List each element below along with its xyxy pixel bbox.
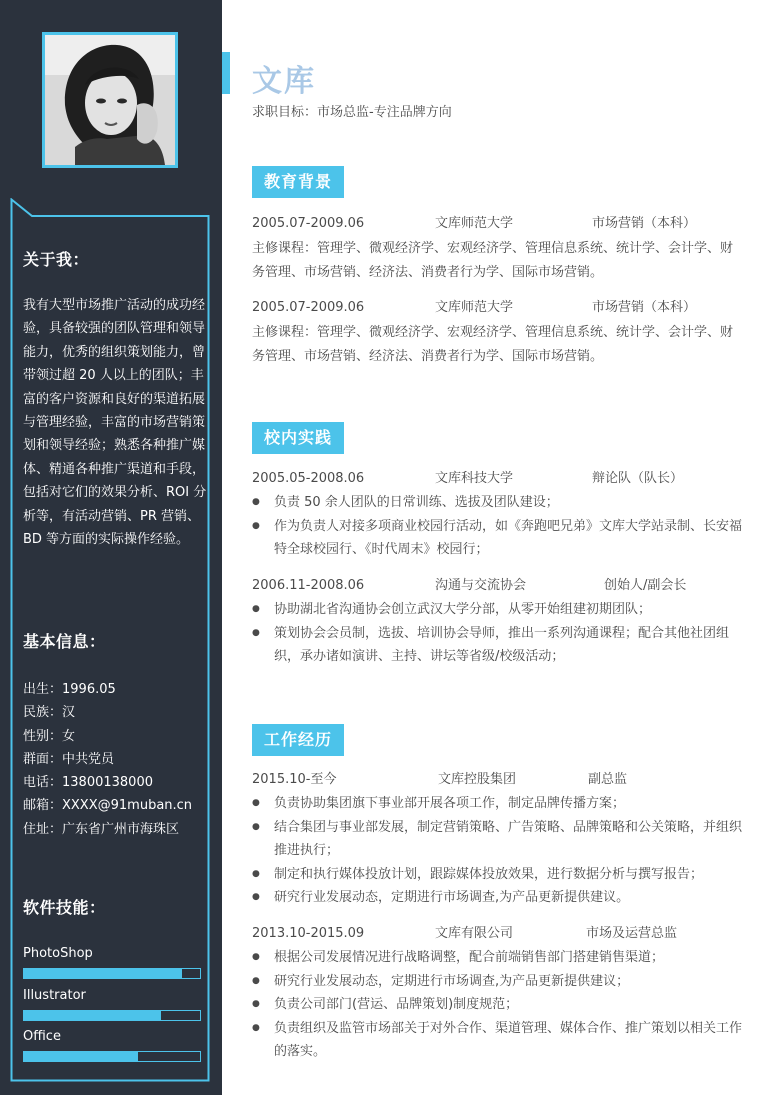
- info-ethnicity: 民族：汉: [23, 705, 76, 721]
- skill-name: Office: [23, 1029, 61, 1044]
- basic-info-heading: 基本信息：: [23, 632, 106, 651]
- list-item: ● 负责公司部门(营运、品牌策划)制度规范；: [252, 993, 742, 1017]
- education-period: 2005.07-2009.06: [252, 216, 365, 231]
- list-item: ● 负责组织及监管市场部关于对外合作、渠道管理、媒体合作、推广策划以相关工作的落实。: [252, 1017, 742, 1064]
- education-major: 市场营销（本科）: [592, 300, 697, 315]
- work-company: 文库控股集团: [438, 772, 517, 787]
- basic-info-list: [23, 678, 207, 841]
- info-email: 邮箱：XXXX@91muban.cn: [23, 798, 193, 814]
- skill-bar: [23, 1051, 201, 1062]
- skill-name: PhotoShop: [23, 946, 93, 961]
- list-item: ● 制定和执行媒体投放计划，跟踪媒体投放效果，进行数据分析与撰写报告；: [252, 863, 742, 887]
- education-title: 教育背景: [252, 166, 344, 198]
- about-heading: 关于我：: [23, 250, 90, 269]
- education-entry-2-head: [252, 298, 742, 318]
- campus-period: 2005.05-2008.06: [252, 471, 365, 486]
- work-period: 2013.10-2015.09: [252, 926, 365, 941]
- list-item: ● 负责 50 余人团队的日常训练、选拔及团队建设；: [252, 491, 742, 515]
- list-item: ● 研究行业发展动态，定期进行市场调查,为产品更新提供建议；: [252, 970, 742, 994]
- education-school: 文库师范大学: [435, 300, 514, 315]
- education-courses: 主修课程：管理学、微观经济学、宏观经济学、管理信息系统、统计学、会计学、财务管理、市场营销、经济法、消费者行为学、国际市场营销。: [252, 241, 734, 280]
- info-birth: 出生：1996.05: [23, 682, 116, 697]
- list-item: ● 结合集团与事业部发展，制定营销策略、广告策略、品牌策略和公关策略，并组织推进执行；: [252, 816, 742, 863]
- campus-title: 校内实践: [252, 422, 344, 454]
- work-period: 2015.10-至今: [252, 772, 337, 787]
- info-address: 住址：广东省广州市海珠区: [23, 821, 180, 837]
- campus-entry-1-head: [252, 469, 742, 489]
- work-entry-1-bullets: [252, 792, 742, 910]
- work-entry-2-head: [252, 924, 742, 944]
- portrait-image: [45, 35, 175, 165]
- sidebar: [0, 0, 222, 1095]
- campus-org: 沟通与交流协会: [435, 578, 527, 593]
- campus-role: 创始人/副会长: [604, 578, 687, 593]
- skill-office: [23, 1029, 201, 1062]
- info-gender: 性别：女: [23, 728, 76, 744]
- work-entry-1-head: [252, 770, 742, 790]
- skill-fill: [24, 1011, 161, 1020]
- skill-illustrator: [23, 988, 201, 1021]
- education-courses: 主修课程：管理学、微观经济学、宏观经济学、管理信息系统、统计学、会计学、财务管理、市场营销、经济法、消费者行为学、国际市场营销。: [252, 325, 734, 364]
- info-phone: 电话：13800138000: [23, 775, 153, 791]
- skill-bar: [23, 968, 201, 979]
- candidate-name: 文库: [252, 64, 316, 99]
- campus-entry-2-bullets: [252, 598, 742, 669]
- campus-period: 2006.11-2008.06: [252, 578, 365, 593]
- list-item: ● 研究行业发展动态，定期进行市场调查,为产品更新提供建议。: [252, 886, 742, 910]
- skills-heading: 软件技能：: [23, 898, 106, 917]
- work-entry-2-bullets: [252, 946, 742, 1064]
- education-period: 2005.07-2009.06: [252, 300, 365, 315]
- campus-role: 辩论队（队长）: [592, 471, 684, 486]
- skill-name: Illustrator: [23, 988, 86, 1003]
- education-school: 文库师范大学: [435, 216, 514, 231]
- campus-entry-1-bullets: [252, 491, 742, 562]
- campus-org: 文库科技大学: [435, 471, 514, 486]
- skill-bar: [23, 1010, 201, 1021]
- sidebar-info-panel: [10, 198, 210, 1082]
- campus-entry-2-head: [252, 576, 742, 596]
- list-item: ● 根据公司发展情况进行战略调整，配合前端销售部门搭建销售渠道；: [252, 946, 742, 970]
- education-major: 市场营销（本科）: [592, 216, 697, 231]
- list-item: ● 策划协会会员制，选拔、培训协会导师，推出一系列沟通课程；配合其他社团组织，承办诸如演讲、主持、讲坛等省级/校级活动；: [252, 622, 742, 669]
- header-accent-bar: [222, 52, 230, 94]
- education-entry-1-head: [252, 214, 742, 234]
- profile-photo: [42, 32, 178, 168]
- work-company: 文库有限公司: [435, 926, 514, 941]
- work-title: 工作经历: [252, 724, 344, 756]
- skill-fill: [24, 969, 182, 978]
- work-position: 副总监: [588, 772, 628, 787]
- job-objective: 求职目标：市场总监-专注品牌方向: [252, 105, 452, 120]
- list-item: ● 负责协助集团旗下事业部开展各项工作，制定品牌传播方案；: [252, 792, 742, 816]
- about-text: 我有大型市场推广活动的成功经验，具备较强的团队管理和领导能力，优秀的组织策划能力，曾带领过超 20 人以上的团队；丰富的客户资源和良好的渠道拓展与管理经验，丰富的市场营销策划和领导经验；熟悉各种推广媒体、精通各种推广渠道和手段，包括对它们的效果分析、ROI 分析等，有活动营销、PR 营销、BD 等方面的实际操作经验。: [23, 298, 207, 548]
- work-position: 市场及运营总监: [586, 926, 678, 941]
- skill-photoshop: [23, 946, 201, 979]
- list-item: ● 协助湖北省沟通协会创立武汉大学分部，从零开始组建初期团队；: [252, 598, 742, 622]
- skill-fill: [24, 1052, 138, 1061]
- list-item: ● 作为负责人对接多项商业校园行活动，如《奔跑吧兄弟》文库大学站录制、长安福特全球校园行、《时代周末》校园行；: [252, 515, 742, 562]
- info-political: 群面：中共党员: [23, 751, 115, 767]
